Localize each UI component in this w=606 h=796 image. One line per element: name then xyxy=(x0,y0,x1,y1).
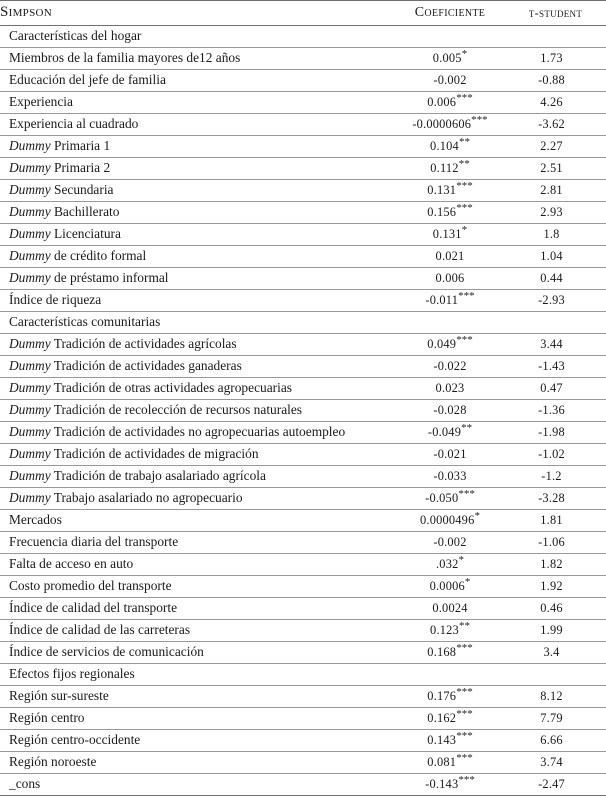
coefficient-number: -0.022 xyxy=(433,358,467,373)
row-label-prefix: Dummy xyxy=(9,336,51,351)
row-label-text: Tradición de actividades no agropecuarias autoempleo xyxy=(50,424,346,439)
row-label-text: de crédito formal xyxy=(50,248,147,263)
tstudent-value: 0.46 xyxy=(505,598,606,620)
table-row xyxy=(0,620,606,642)
tstudent-value: 1.81 xyxy=(505,510,606,532)
tstudent-value: 1.04 xyxy=(505,246,606,268)
significance-stars: ** xyxy=(458,157,470,170)
coefficient-number: -0.011 xyxy=(425,292,459,307)
row-label-prefix: Dummy xyxy=(9,380,51,395)
coefficient-number: -0.028 xyxy=(433,402,467,417)
table-row xyxy=(0,422,606,444)
coefficient-value xyxy=(395,598,505,620)
tstudent-value: 8.12 xyxy=(505,686,606,708)
table-row xyxy=(0,488,606,510)
row-label: Costo promedio del transporte xyxy=(0,576,395,598)
tstudent-value xyxy=(505,26,606,48)
significance-stars: ** xyxy=(461,421,473,434)
tstudent-value: 1.99 xyxy=(505,620,606,642)
row-label xyxy=(0,202,395,224)
row-label xyxy=(0,180,395,202)
row-label xyxy=(0,400,395,422)
coefficient-value xyxy=(395,532,505,554)
table-row xyxy=(0,70,606,92)
coefficient-number: 0.005 xyxy=(432,50,462,65)
significance-stars: *** xyxy=(471,113,488,126)
coefficient-number: 0.104 xyxy=(430,138,459,153)
significance-stars: * xyxy=(458,553,464,566)
table-row xyxy=(0,224,606,246)
tstudent-value: 0.44 xyxy=(505,268,606,290)
row-label-text: Licenciatura xyxy=(50,226,121,241)
tstudent-value: 2.81 xyxy=(505,180,606,202)
table-row xyxy=(0,532,606,554)
table-row xyxy=(0,48,606,70)
tstudent-value: -1.36 xyxy=(505,400,606,422)
significance-stars: *** xyxy=(456,751,473,764)
tstudent-value: 0.47 xyxy=(505,378,606,400)
coefficient-value xyxy=(395,664,505,686)
row-label xyxy=(0,466,395,488)
row-label-prefix: Dummy xyxy=(9,160,51,175)
coefficient-value xyxy=(395,378,505,400)
tstudent-value: -3.28 xyxy=(505,488,606,510)
coefficient-value xyxy=(395,92,505,114)
tstudent-value xyxy=(505,312,606,334)
coefficient-value xyxy=(395,576,505,598)
coefficient-value xyxy=(395,466,505,488)
significance-stars: *** xyxy=(456,641,473,654)
coefficient-value xyxy=(395,158,505,180)
table-row xyxy=(0,686,606,708)
significance-stars: *** xyxy=(458,487,475,500)
tstudent-value: 1.8 xyxy=(505,224,606,246)
section-heading-row xyxy=(0,664,606,686)
significance-stars: *** xyxy=(456,91,473,104)
tstudent-value: 4.26 xyxy=(505,92,606,114)
coefficient-value xyxy=(395,334,505,356)
row-label: Región noroeste xyxy=(0,752,395,774)
table-row xyxy=(0,268,606,290)
table-row xyxy=(0,378,606,400)
coefficient-value xyxy=(395,246,505,268)
row-label-text: Tradición de actividades ganaderas xyxy=(50,358,242,373)
coefficient-number: -0.0000606 xyxy=(412,116,472,131)
coefficient-number: 0.0006 xyxy=(429,578,465,593)
row-label: Índice de calidad del transporte xyxy=(0,598,395,620)
coefficient-number: 0.123 xyxy=(430,622,459,637)
row-label: Índice de riqueza xyxy=(0,290,395,312)
table-row xyxy=(0,158,606,180)
significance-stars: * xyxy=(461,223,468,236)
table-row xyxy=(0,92,606,114)
coefficient-number: 0.021 xyxy=(435,248,465,263)
significance-stars: * xyxy=(461,47,468,60)
coefficient-number: 0.168 xyxy=(427,644,457,659)
row-label xyxy=(0,136,395,158)
coefficient-number: -0.143 xyxy=(425,776,459,791)
row-label-text: Tradición de trabajo asalariado agrícola xyxy=(50,468,266,483)
coefficient-value xyxy=(395,136,505,158)
coefficient-value xyxy=(395,444,505,466)
table-body xyxy=(0,26,606,796)
coefficient-value xyxy=(395,708,505,730)
table-header xyxy=(0,1,606,26)
row-label xyxy=(0,444,395,466)
row-label xyxy=(0,356,395,378)
coefficient-value xyxy=(395,510,505,532)
coefficient-value xyxy=(395,312,505,334)
tstudent-value: -1.98 xyxy=(505,422,606,444)
row-label xyxy=(0,224,395,246)
row-label: Características del hogar xyxy=(0,26,395,48)
tstudent-value: -1.43 xyxy=(505,356,606,378)
coefficient-value xyxy=(395,774,505,796)
table-row xyxy=(0,774,606,796)
tstudent-value: -1.06 xyxy=(505,532,606,554)
coefficient-number: 0.112 xyxy=(430,160,459,175)
row-label-text: de préstamo informal xyxy=(50,270,169,285)
significance-stars: *** xyxy=(458,773,475,786)
coefficient-value xyxy=(395,202,505,224)
table-row xyxy=(0,752,606,774)
coefficient-number: -0.033 xyxy=(433,468,467,483)
coefficient-value xyxy=(395,180,505,202)
coefficient-value xyxy=(395,488,505,510)
row-label-prefix: Dummy xyxy=(9,182,51,197)
tstudent-value: -2.47 xyxy=(505,774,606,796)
table-row xyxy=(0,290,606,312)
tstudent-value: 2.51 xyxy=(505,158,606,180)
coefficient-value xyxy=(395,268,505,290)
row-label xyxy=(0,422,395,444)
row-label: Educación del jefe de familia xyxy=(0,70,395,92)
coefficient-value xyxy=(395,686,505,708)
significance-stars: *** xyxy=(456,333,473,346)
coefficient-value xyxy=(395,26,505,48)
tstudent-value: -1.02 xyxy=(505,444,606,466)
row-label: Índice de calidad de las carreteras xyxy=(0,620,395,642)
tstudent-value: 3.44 xyxy=(505,334,606,356)
coefficient-value xyxy=(395,290,505,312)
table-row xyxy=(0,598,606,620)
row-label-prefix: Dummy xyxy=(9,490,51,505)
tstudent-value: 3.74 xyxy=(505,752,606,774)
row-label xyxy=(0,268,395,290)
row-label-text: Tradición de actividades agrícolas xyxy=(50,336,237,351)
column-header-simpson: Simpson xyxy=(0,1,395,26)
row-label: Experiencia xyxy=(0,92,395,114)
table-row xyxy=(0,554,606,576)
coefficient-value xyxy=(395,620,505,642)
row-label-text: Tradición de actividades de migración xyxy=(50,446,259,461)
table-row xyxy=(0,400,606,422)
table-row xyxy=(0,180,606,202)
row-label-text: Primaria 2 xyxy=(50,160,111,175)
table-row xyxy=(0,466,606,488)
coefficient-value xyxy=(395,114,505,136)
tstudent-value: -2.93 xyxy=(505,290,606,312)
coefficient-value xyxy=(395,730,505,752)
table-row xyxy=(0,136,606,158)
tstudent-value xyxy=(505,664,606,686)
section-heading-row xyxy=(0,26,606,48)
table-row xyxy=(0,642,606,664)
table-row xyxy=(0,576,606,598)
table-row xyxy=(0,114,606,136)
significance-stars: *** xyxy=(456,729,473,742)
significance-stars: *** xyxy=(456,201,473,214)
coefficient-number: -0.021 xyxy=(433,446,467,461)
coefficient-number: 0.0024 xyxy=(432,600,468,615)
significance-stars: *** xyxy=(456,685,473,698)
coefficient-number: 0.131 xyxy=(427,182,457,197)
column-header-coeficiente: Coeficiente xyxy=(395,1,505,26)
row-label: Índice de servicios de comunicación xyxy=(0,642,395,664)
tstudent-value: -0.88 xyxy=(505,70,606,92)
significance-stars: * xyxy=(474,509,480,522)
row-label xyxy=(0,488,395,510)
row-label-text: Tradición de otras actividades agropecuarias xyxy=(50,380,292,395)
coefficient-number: -0.049 xyxy=(427,424,462,439)
row-label: Región centro-occidente xyxy=(0,730,395,752)
table-row xyxy=(0,730,606,752)
row-label-text: Secundaria xyxy=(50,182,114,197)
row-label: _cons xyxy=(0,774,395,796)
tstudent-value: -1.2 xyxy=(505,466,606,488)
row-label-prefix: Dummy xyxy=(9,402,51,417)
coefficient-value xyxy=(395,70,505,92)
coefficient-number: 0.006 xyxy=(427,94,457,109)
coefficient-number: 0.131 xyxy=(432,226,462,241)
coefficient-value xyxy=(395,48,505,70)
row-label-prefix: Dummy xyxy=(9,138,51,153)
coefficient-value xyxy=(395,400,505,422)
row-label-text: Primaria 1 xyxy=(50,138,111,153)
coefficient-number: -0.002 xyxy=(433,534,467,549)
coefficient-number: 0.049 xyxy=(427,336,457,351)
tstudent-value: -3.62 xyxy=(505,114,606,136)
row-label: Características comunitarias xyxy=(0,312,395,334)
section-heading-row xyxy=(0,312,606,334)
row-label: Región centro xyxy=(0,708,395,730)
tstudent-value: 2.27 xyxy=(505,136,606,158)
row-label: Mercados xyxy=(0,510,395,532)
tstudent-value: 7.79 xyxy=(505,708,606,730)
coefficient-value xyxy=(395,224,505,246)
significance-stars: *** xyxy=(456,179,473,192)
row-label-prefix: Dummy xyxy=(9,226,51,241)
table-row xyxy=(0,246,606,268)
tstudent-value: 1.82 xyxy=(505,554,606,576)
row-label xyxy=(0,158,395,180)
row-label-prefix: Dummy xyxy=(9,248,51,263)
coefficient-value xyxy=(395,356,505,378)
table-header-row xyxy=(0,1,606,26)
coefficient-number: 0.143 xyxy=(427,732,457,747)
row-label-prefix: Dummy xyxy=(9,468,51,483)
row-label: Región sur-sureste xyxy=(0,686,395,708)
row-label-text: Trabajo asalariado no agropecuario xyxy=(50,490,243,505)
row-label xyxy=(0,378,395,400)
coefficient-number: 0.023 xyxy=(435,380,465,395)
table-row xyxy=(0,356,606,378)
coefficient-value xyxy=(395,422,505,444)
coefficient-value xyxy=(395,642,505,664)
row-label-prefix: Dummy xyxy=(9,358,51,373)
row-label-prefix: Dummy xyxy=(9,446,51,461)
coefficient-value xyxy=(395,554,505,576)
significance-stars: * xyxy=(464,575,471,588)
table-row xyxy=(0,510,606,532)
table-row xyxy=(0,202,606,224)
tstudent-value: 2.93 xyxy=(505,202,606,224)
coefficient-number: 0.0000496 xyxy=(420,512,475,527)
significance-stars: *** xyxy=(458,289,475,302)
row-label xyxy=(0,334,395,356)
row-label-prefix: Dummy xyxy=(9,204,51,219)
significance-stars: ** xyxy=(458,135,470,148)
table-row xyxy=(0,708,606,730)
coefficient-number: 0.162 xyxy=(427,710,457,725)
row-label: Efectos fijos regionales xyxy=(0,664,395,686)
coefficient-number: 0.081 xyxy=(427,754,457,769)
significance-stars: ** xyxy=(458,619,470,632)
tstudent-value: 6.66 xyxy=(505,730,606,752)
coefficient-number: 0.006 xyxy=(435,270,465,285)
coefficient-number: .032 xyxy=(436,556,459,571)
row-label: Miembros de la familia mayores de12 años xyxy=(0,48,395,70)
table-row xyxy=(0,334,606,356)
row-label xyxy=(0,246,395,268)
row-label-text: Tradición de recolección de recursos naturales xyxy=(50,402,303,417)
tstudent-value: 1.73 xyxy=(505,48,606,70)
row-label: Frecuencia diaria del transporte xyxy=(0,532,395,554)
table-row xyxy=(0,444,606,466)
coefficient-number: 0.176 xyxy=(427,688,457,703)
coefficient-number: -0.002 xyxy=(433,72,467,87)
coefficient-number: 0.156 xyxy=(427,204,457,219)
row-label-prefix: Dummy xyxy=(9,270,51,285)
row-label: Experiencia al cuadrado xyxy=(0,114,395,136)
column-header-tstudent: t-student xyxy=(505,1,606,26)
coefficient-value xyxy=(395,752,505,774)
coefficient-number: -0.050 xyxy=(425,490,459,505)
row-label: Falta de acceso en auto xyxy=(0,554,395,576)
tstudent-value: 3.4 xyxy=(505,642,606,664)
row-label-text: Bachillerato xyxy=(50,204,120,219)
tstudent-value: 1.92 xyxy=(505,576,606,598)
row-label-prefix: Dummy xyxy=(9,424,51,439)
significance-stars: *** xyxy=(456,707,473,720)
